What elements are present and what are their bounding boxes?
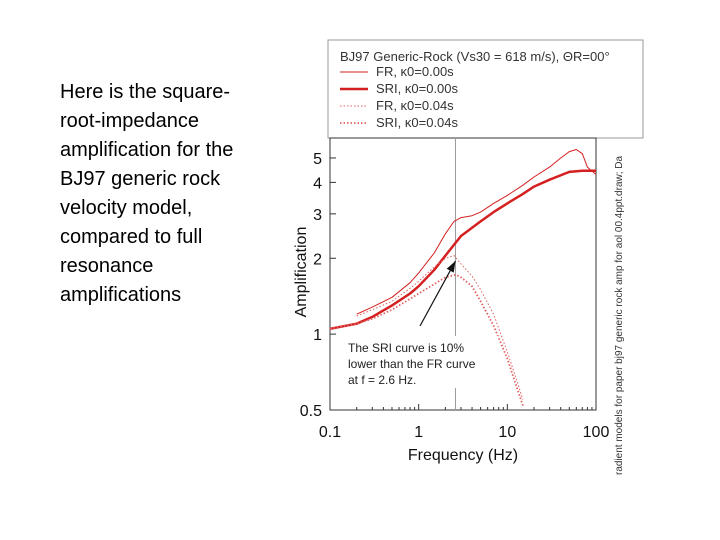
annotation-line-1: The SRI curve is 10% (348, 341, 465, 355)
slide-body-text: Here is the square-root-impedance amplification for the BJ97 generic rock velocity model, compared to full resonance amplifications (60, 81, 234, 306)
annotation-arrowhead (447, 261, 456, 273)
x-axis-label: Frequency (Hz) (407, 447, 519, 464)
legend-label: SRI, κ0=0.04s (376, 115, 459, 130)
y-tick-label: 0.5 (299, 403, 322, 420)
y-tick-label: 2 (313, 251, 322, 269)
y-tick-label: 1 (313, 327, 322, 345)
y-axis-label: Amplification (293, 226, 310, 318)
y-tick-label: 4 (313, 175, 322, 193)
annotation-line-2: lower than the FR curve (348, 357, 476, 371)
x-tick-label: 1 (414, 424, 424, 441)
legend-label: FR, κ0=0.00s (376, 64, 454, 79)
y-tick-label: 5 (313, 150, 322, 168)
x-tick-label: 0.1 (318, 424, 342, 441)
legend-label: FR, κ0=0.04s (376, 98, 454, 113)
chart-title: BJ97 Generic-Rock (Vs30 = 618 m/s), ΘR=00° (340, 49, 610, 64)
annotation-line-3: at f = 2.6 Hz. (348, 373, 417, 387)
x-tick-label: 10 (498, 424, 517, 441)
series-line-2 (330, 171, 596, 329)
x-tick-label: 100 (582, 424, 610, 441)
legend-label: SRI, κ0=0.00s (376, 81, 459, 96)
annotation-arrow (420, 261, 455, 326)
side-vertical-label: radient models for paper bj97 generic rock amp for aol 00.4ppt.draw; Da (614, 155, 625, 475)
y-tick-label: 3 (313, 206, 322, 224)
